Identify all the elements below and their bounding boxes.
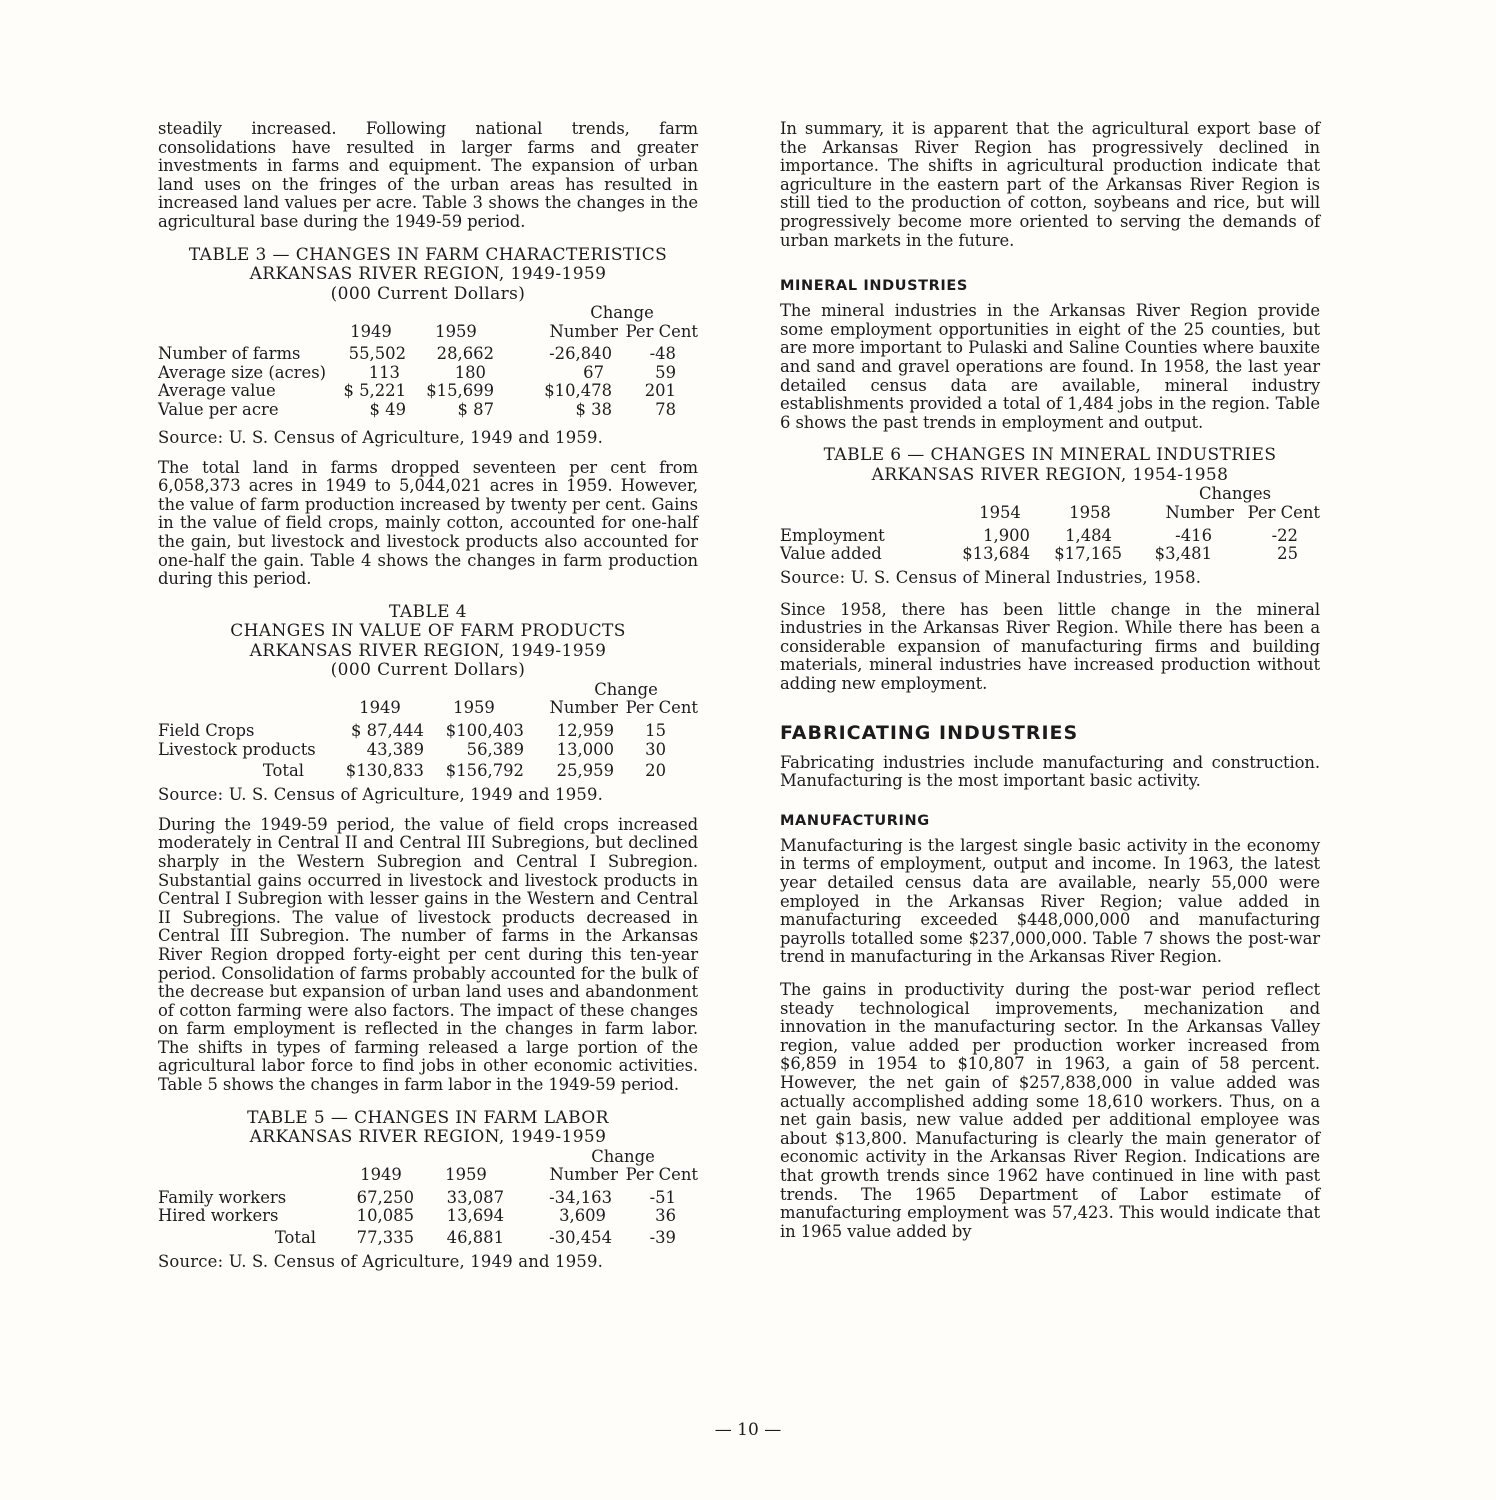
table-row <box>158 722 698 741</box>
table-6-source: Source: U. S. Census of Mineral Industries, 1958. <box>780 567 1202 587</box>
fabricating-industries-heading: FABRICATING INDUSTRIES <box>780 721 1079 744</box>
table-3 <box>158 246 698 447</box>
row-label: Average size (acres) <box>158 362 327 382</box>
col-percent: Per Cent <box>625 698 698 718</box>
cell-1949: 77,335 <box>356 1228 414 1248</box>
table-4-grid <box>158 681 698 781</box>
cell-1949: $130,833 <box>345 761 424 781</box>
cell-1959: $156,792 <box>445 761 524 781</box>
manufacturing-heading: MANUFACTURING <box>780 812 930 829</box>
row-label: Hired workers <box>158 1206 279 1226</box>
left-column <box>158 120 698 1271</box>
table-row <box>158 1229 698 1248</box>
table-row <box>158 364 698 383</box>
row-label: Employment <box>780 525 885 545</box>
col-number: Number <box>549 1165 618 1185</box>
paragraph-summary: In summary, it is apparent that the agricultural export base of the Arkansas River Region has progressively declined in importance. The shifts in agricultural production indicate that agriculture in the eastern part of the Arkansas River Region is still tied to the production of cotton, soybeans and rice, but will progressively become more oriented to serving the demands of urban markets in the future. <box>780 119 1320 250</box>
cell-percent: 78 <box>655 400 676 420</box>
col-1959: 1959 <box>445 1165 487 1185</box>
table-header-row <box>780 504 1320 523</box>
table-4-title: TABLE 4 <box>389 601 467 622</box>
table-row <box>158 382 698 401</box>
cell-percent: 15 <box>645 720 666 740</box>
cell-1959: $ 87 <box>457 400 494 420</box>
col-1949: 1949 <box>350 321 392 341</box>
cell-1949: 113 <box>368 362 400 382</box>
change-header: Change <box>591 1146 655 1166</box>
col-1949: 1949 <box>359 698 401 718</box>
row-label: Value added <box>780 544 882 564</box>
cell-percent: 30 <box>645 739 666 759</box>
table-row <box>158 1189 698 1208</box>
cell-1949: 43,389 <box>366 739 424 759</box>
col-percent: Per Cent <box>625 1165 698 1185</box>
row-label: Total <box>262 761 304 781</box>
table-6-grid <box>780 485 1320 563</box>
cell-1959: 13,694 <box>446 1206 504 1226</box>
row-label: Family workers <box>158 1187 287 1207</box>
paragraph-productivity: The gains in productivity during the post-war period reflect steady technological improvements, mechanization and innovation in the manufacturing sector. In the Arkansas Valley region, value added per production worker increased from $6,859 in 1954 to $10,807 in 1963, a gain of 58 percent. However, the net gain of $257,838,000 in value added was actually accomplished adding some 18,610 workers. Thus, on a net gain basis, new value added per additional employee was about $13,800. Manufacturing is clearly the main generator of economic activity in the Arkansas River Region. Indications are that growth trends since 1962 have continued in line with past trends. The 1965 Department of Labor estimate of manufacturing employment was 57,423. This would indicate that in 1965 value added by <box>780 980 1320 1241</box>
table-4-source: Source: U. S. Census of Agriculture, 1949 and 1959. <box>158 784 603 804</box>
table-row <box>158 762 698 781</box>
table-row <box>158 345 698 364</box>
change-header: Changes <box>1198 484 1272 504</box>
cell-1954: $13,684 <box>962 544 1030 564</box>
cell-number: -26,840 <box>549 344 612 364</box>
table-header-row <box>158 304 698 323</box>
table-3-title: TABLE 3 — CHANGES IN FARM CHARACTERISTICS <box>188 244 668 265</box>
table-header-row <box>780 485 1320 504</box>
row-label: Total <box>274 1228 316 1248</box>
table-row <box>158 1207 698 1226</box>
cell-1954: 1,900 <box>983 525 1030 545</box>
cell-percent: 20 <box>645 761 666 781</box>
cell-percent: -48 <box>649 344 676 364</box>
cell-1959: $15,699 <box>426 381 494 401</box>
cell-1959: 56,389 <box>466 739 524 759</box>
cell-percent: -22 <box>1271 525 1298 545</box>
table-row <box>780 527 1320 546</box>
cell-number: 25,959 <box>556 761 614 781</box>
col-1954: 1954 <box>979 502 1021 522</box>
paragraph-farm-consolidation: steadily increased. Following national trends, farm consolidations have resulted in larger farms and greater investments in farms and equipment. The expansion of urban land uses on the fringes of the urban areas has resulted in increased land values per acre. Table 3 shows the changes in the agricultural base during the 1949-59 period. <box>158 119 698 231</box>
row-label: Field Crops <box>158 720 255 740</box>
paragraph-land-in-farms: The total land in farms dropped seventeen per cent from 6,058,373 acres in 1949 to 5,044,021 acres in 1959. However, the value of farm production increased by twenty per cent. Gains in the value of field crops, mainly cotton, accounted for one-half the gain, but livestock and livestock products also accounted for one-half the gain. Table 4 shows the changes in farm production during this period. <box>158 457 698 589</box>
table-6-title: TABLE 6 — CHANGES IN MINERAL INDUSTRIES <box>823 445 1277 466</box>
table-header-row <box>158 1148 698 1167</box>
table-6-subtitle: ARKANSAS RIVER REGION, 1954-1958 <box>871 464 1229 485</box>
table-5-subtitle: ARKANSAS RIVER REGION, 1949-1959 <box>249 1127 607 1148</box>
table-4-subtitle: ARKANSAS RIVER REGION, 1949-1959 <box>249 640 607 661</box>
table-5 <box>158 1109 698 1271</box>
table-header-row <box>158 323 698 342</box>
cell-1949: $ 5,221 <box>343 381 406 401</box>
cell-percent: 36 <box>655 1206 676 1226</box>
table-5-source: Source: U. S. Census of Agriculture, 1949 and 1959. <box>158 1251 603 1271</box>
row-label: Value per acre <box>158 400 279 420</box>
paragraph-subregion-changes: During the 1949-59 period, the value of field crops increased moderately in Central II and Central III Subregions, but declined sharply in the Western Subregion and Central I Subregion. Substantial gains occurred in livestock and livestock products in Central I Subregion with lesser gains in the Western and Central II Subregions. The value of livestock products decreased in Central III Subregion. The number of farms in the Arkansas River Region dropped forty-eight per cent during this ten-year period. Consolidation of farms probably accounted for the bulk of the decrease but expansion of urban land uses and abandonment of cotton farming were also factors. The impact of these changes on farm employment is reflected in the changes in farm labor. The shifts in types of farming released a large portion of the agricultural labor force to find jobs in other economic activities. Table 5 shows the changes in farm labor in the 1949-59 period. <box>158 814 698 1095</box>
table-3-source: Source: U. S. Census of Agriculture, 1949 and 1959. <box>158 427 603 447</box>
table-header-row <box>158 1166 698 1185</box>
col-1959: 1959 <box>435 321 477 341</box>
col-percent: Per Cent <box>1247 502 1320 522</box>
table-5-title: TABLE 5 — CHANGES IN FARM LABOR <box>247 1107 609 1128</box>
table-header-row <box>158 699 698 718</box>
table-row <box>158 401 698 420</box>
cell-number: 12,959 <box>556 720 614 740</box>
table-3-grid <box>158 304 698 420</box>
cell-1949: 55,502 <box>348 344 406 364</box>
mineral-industries-heading: MINERAL INDUSTRIES <box>780 278 968 295</box>
row-label: Number of farms <box>158 344 301 364</box>
cell-1959: 28,662 <box>436 344 494 364</box>
table-3-subtitle: ARKANSAS RIVER REGION, 1949-1959 <box>249 264 607 285</box>
col-1958: 1958 <box>1069 502 1111 522</box>
cell-number: -34,163 <box>549 1187 612 1207</box>
col-number: Number <box>549 321 618 341</box>
cell-percent: 59 <box>655 362 676 382</box>
right-column <box>780 120 1320 1241</box>
row-label: Average value <box>158 381 276 401</box>
cell-1949: 67,250 <box>356 1187 414 1207</box>
col-number: Number <box>1165 502 1234 522</box>
col-1949: 1949 <box>360 1165 402 1185</box>
col-number: Number <box>549 698 618 718</box>
cell-percent: 25 <box>1277 544 1298 564</box>
row-label: Livestock products <box>158 739 316 759</box>
cell-1949: 10,085 <box>356 1206 414 1226</box>
table-row <box>158 741 698 760</box>
col-1959: 1959 <box>453 698 495 718</box>
cell-1958: $17,165 <box>1054 544 1122 564</box>
cell-percent: 201 <box>644 381 676 401</box>
cell-1959: $100,403 <box>445 720 524 740</box>
cell-1949: $ 49 <box>369 400 406 420</box>
cell-percent: -39 <box>649 1228 676 1248</box>
cell-number: -416 <box>1175 525 1212 545</box>
table-4-heading: CHANGES IN VALUE OF FARM PRODUCTS <box>230 621 626 642</box>
table-row <box>780 545 1320 564</box>
cell-number: $ 38 <box>575 400 612 420</box>
table-6 <box>780 446 1320 586</box>
change-header: Change <box>590 303 654 323</box>
cell-number: 13,000 <box>556 739 614 759</box>
table-3-units: (000 Current Dollars) <box>330 283 526 304</box>
cell-1959: 33,087 <box>446 1187 504 1207</box>
cell-percent: -51 <box>649 1187 676 1207</box>
cell-number: 3,609 <box>559 1206 606 1226</box>
table-4-units: (000 Current Dollars) <box>330 660 526 681</box>
table-5-grid <box>158 1148 698 1248</box>
cell-1958: 1,484 <box>1065 525 1112 545</box>
paragraph-fabricating: Fabricating industries include manufacturing and construction. Manufacturing is the most important basic activity. <box>780 752 1320 791</box>
page-number: — 10 — <box>714 1420 782 1440</box>
cell-number: -30,454 <box>549 1228 612 1248</box>
cell-number: 67 <box>583 362 604 382</box>
cell-number: $3,481 <box>1154 544 1212 564</box>
paragraph-mineral-since-1958: Since 1958, there has been little change in the mineral industries in the Arkansas River Region. While there has been a considerable expansion of manufacturing firms and building materials, mineral industries have increased production without adding new employment. <box>780 599 1320 694</box>
table-4 <box>158 603 698 804</box>
paragraph-manufacturing: Manufacturing is the largest single basic activity in the economy in terms of employment, output and income. In 1963, the latest year detailed census data are available, nearly 55,000 were employed in the Arkansas River Region; value added in manufacturing exceeded $448,000,000 and manufacturing payrolls totalled some $237,000,000. Table 7 shows the post-war trend in manufacturing in the Arkansas River Region. <box>780 835 1320 967</box>
cell-number: $10,478 <box>544 381 612 401</box>
cell-1949: $ 87,444 <box>351 720 424 740</box>
col-percent: Per Cent <box>625 321 698 341</box>
change-header: Change <box>594 679 658 699</box>
table-header-row <box>158 681 698 700</box>
cell-1959: 46,881 <box>446 1228 504 1248</box>
paragraph-mineral-industries: The mineral industries in the Arkansas River Region provide some employment opportunities in eight of the 25 counties, but are more important to Pulaski and Saline Counties where bauxite and sand and gravel operations are found. In 1958, the last year detailed census data are available, mineral industry establishments provided a total of 1,484 jobs in the region. Table 6 shows the past trends in employment and output. <box>780 301 1320 432</box>
cell-1959: 180 <box>454 362 486 382</box>
